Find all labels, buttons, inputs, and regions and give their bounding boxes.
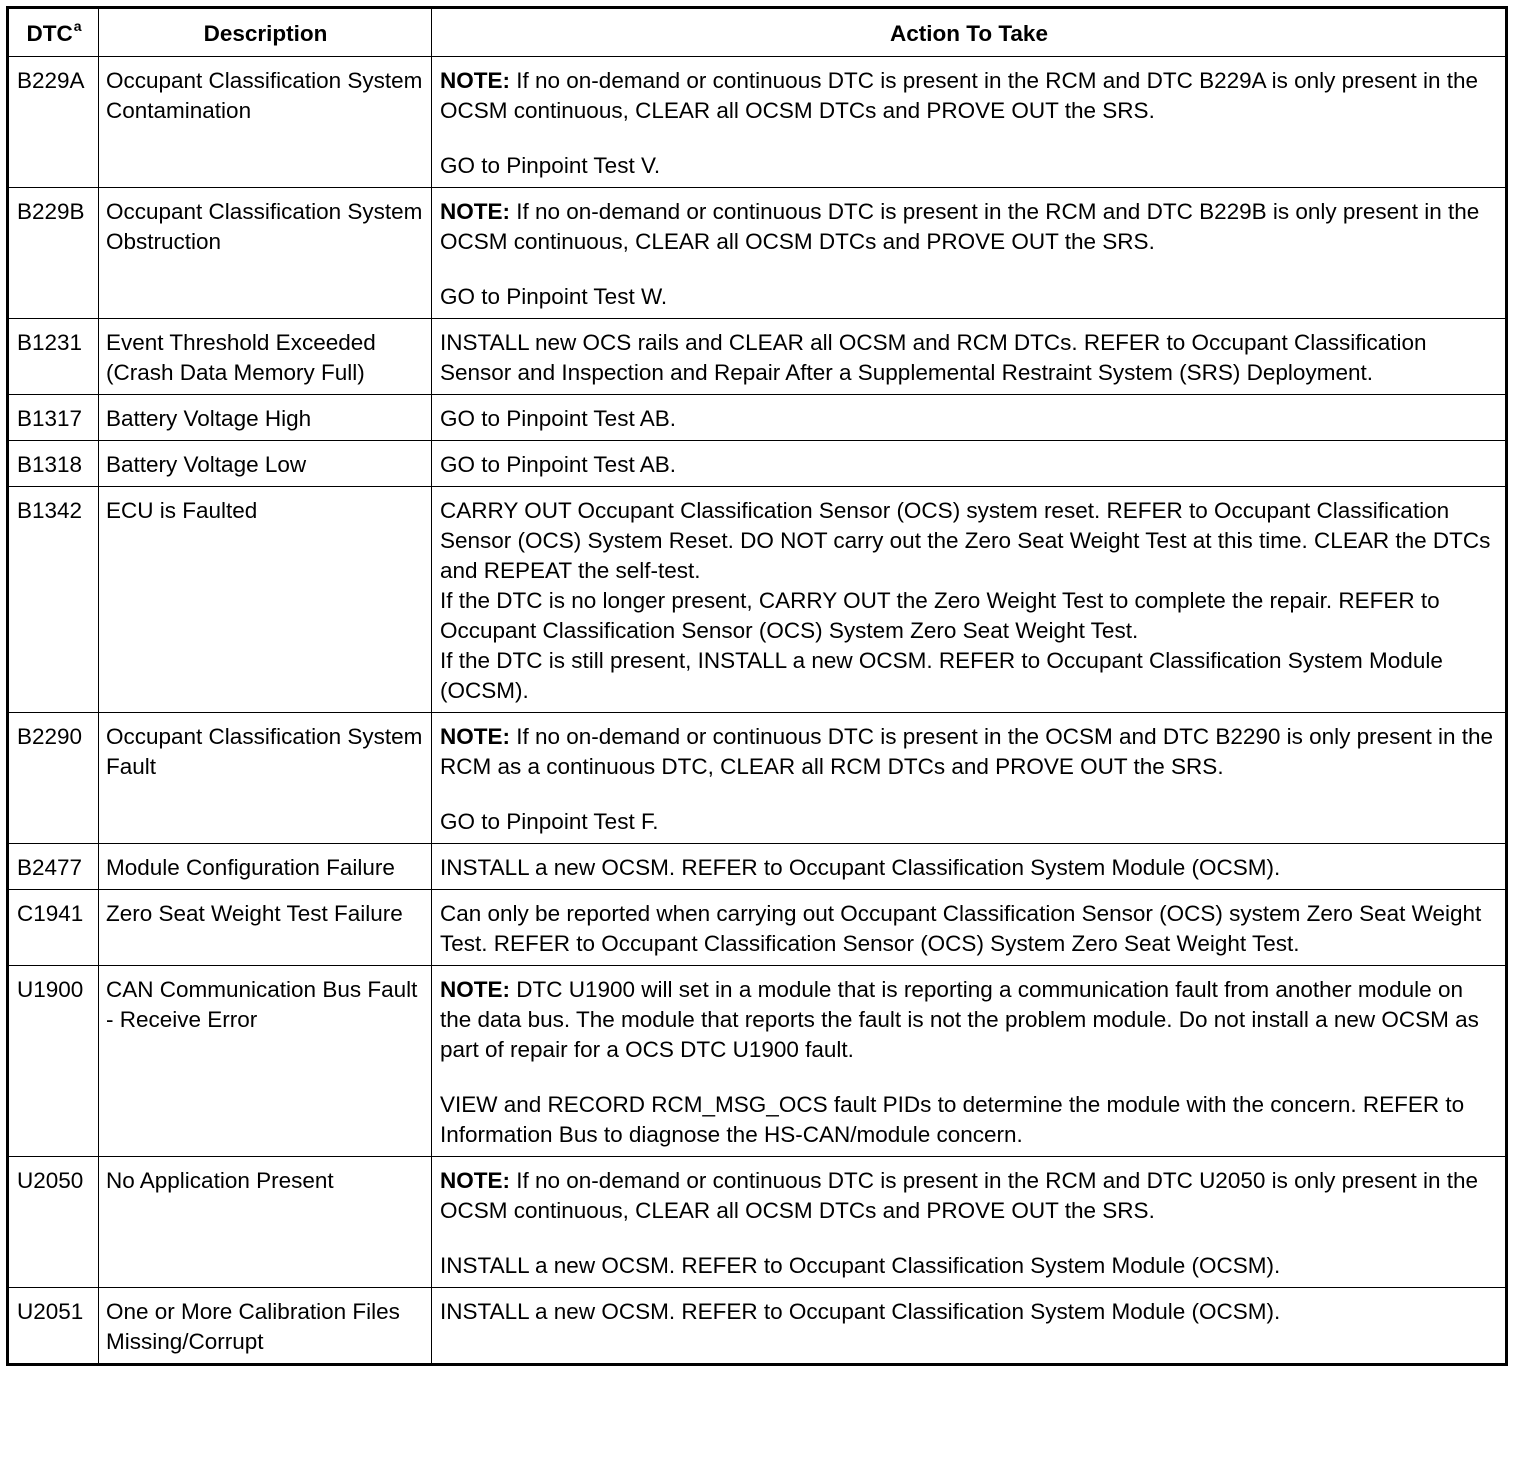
table-header bbox=[8, 8, 1507, 57]
header-dtc-footnote: a bbox=[73, 17, 82, 34]
action-to-take bbox=[432, 890, 1507, 966]
action-to-take bbox=[432, 1157, 1507, 1288]
table-body bbox=[8, 57, 1507, 1365]
action-to-take bbox=[432, 713, 1507, 844]
dtc-description: Occupant Classification System Fault bbox=[99, 713, 432, 844]
paragraph-gap bbox=[440, 257, 1497, 282]
note-body: If no on-demand or continuous DTC is present in the RCM and DTC B229A is only present in the OCSM continuous, CLEAR all OCSM DTCs and PROVE OUT the SRS. bbox=[440, 68, 1478, 123]
note-label: NOTE: bbox=[440, 1168, 510, 1193]
action-to-take bbox=[432, 319, 1507, 395]
paragraph-gap bbox=[440, 1226, 1497, 1251]
dtc-code: B1342 bbox=[8, 487, 99, 713]
action-line: GO to Pinpoint Test F. bbox=[440, 809, 659, 834]
dtc-code: B1317 bbox=[8, 395, 99, 441]
action-line: INSTALL new OCS rails and CLEAR all OCSM and RCM DTCs. REFER to Occupant Classification Sensor and Inspection and Repair After a Supplemental Restraint System (SRS) Deployment. bbox=[440, 330, 1427, 385]
note-label: NOTE: bbox=[440, 724, 510, 749]
dtc-code: B1318 bbox=[8, 441, 99, 487]
header-description: Description bbox=[99, 8, 432, 57]
dtc-description: CAN Communication Bus Fault - Receive Error bbox=[99, 966, 432, 1157]
action-line: If the DTC is no longer present, CARRY OUT the Zero Weight Test to complete the repair. REFER to Occupant Classification Sensor (OCS) System Zero Seat Weight Test. bbox=[440, 588, 1440, 643]
action-line: INSTALL a new OCSM. REFER to Occupant Classification System Module (OCSM). bbox=[440, 1253, 1281, 1278]
note-body: If no on-demand or continuous DTC is present in the OCSM and DTC B2290 is only present in the RCM as a continuous DTC, CLEAR all RCM DTCs and PROVE OUT the SRS. bbox=[440, 724, 1494, 779]
header-row bbox=[8, 8, 1507, 57]
paragraph-gap bbox=[440, 782, 1497, 807]
dtc-description: Zero Seat Weight Test Failure bbox=[99, 890, 432, 966]
action-line: Can only be reported when carrying out Occupant Classification Sensor (OCS) system Zero Seat Weight Test. REFER to Occupant Classification Sensor (OCS) System Zero Seat Weight Test. bbox=[440, 901, 1482, 956]
header-dtc bbox=[8, 8, 99, 57]
dtc-description: ECU is Faulted bbox=[99, 487, 432, 713]
dtc-code: U2050 bbox=[8, 1157, 99, 1288]
dtc-description: Module Configuration Failure bbox=[99, 844, 432, 890]
action-to-take bbox=[432, 441, 1507, 487]
note-body: If no on-demand or continuous DTC is present in the RCM and DTC U2050 is only present in the OCSM continuous, CLEAR all OCSM DTCs and PROVE OUT the SRS. bbox=[440, 1168, 1478, 1223]
dtc-description: No Application Present bbox=[99, 1157, 432, 1288]
action-to-take bbox=[432, 395, 1507, 441]
action-line: If the DTC is still present, INSTALL a new OCSM. REFER to Occupant Classification System Module (OCSM). bbox=[440, 648, 1443, 703]
dtc-description: Battery Voltage High bbox=[99, 395, 432, 441]
dtc-description: One or More Calibration Files Missing/Corrupt bbox=[99, 1288, 432, 1365]
action-line: CARRY OUT Occupant Classification Sensor (OCS) system reset. REFER to Occupant Classification Sensor (OCS) System Reset. DO NOT carry out the Zero Seat Weight Test at this time. CLEAR the DTCs and REPEAT the self-test. bbox=[440, 498, 1491, 583]
action-line: GO to Pinpoint Test AB. bbox=[440, 406, 676, 431]
dtc-code: C1941 bbox=[8, 890, 99, 966]
note-label: NOTE: bbox=[440, 977, 510, 1002]
header-dtc-label: DTC bbox=[26, 21, 73, 46]
paragraph-gap bbox=[440, 1065, 1497, 1090]
action-line: GO to Pinpoint Test V. bbox=[440, 153, 661, 178]
table-row bbox=[8, 1288, 1507, 1365]
dtc-description: Event Threshold Exceeded (Crash Data Memory Full) bbox=[99, 319, 432, 395]
table-row bbox=[8, 319, 1507, 395]
action-line: VIEW and RECORD RCM_MSG_OCS fault PIDs to determine the module with the concern. REFER to Information Bus to diagnose the HS-CAN/module concern. bbox=[440, 1092, 1465, 1147]
action-line: INSTALL a new OCSM. REFER to Occupant Classification System Module (OCSM). bbox=[440, 855, 1281, 880]
note-text bbox=[440, 66, 1497, 126]
action-line: INSTALL a new OCSM. REFER to Occupant Classification System Module (OCSM). bbox=[440, 1299, 1281, 1324]
note-text bbox=[440, 1166, 1497, 1226]
action-to-take bbox=[432, 1288, 1507, 1365]
dtc-code: B229A bbox=[8, 57, 99, 188]
action-to-take bbox=[432, 487, 1507, 713]
dtc-table bbox=[6, 6, 1508, 1366]
action-to-take bbox=[432, 966, 1507, 1157]
action-line: GO to Pinpoint Test AB. bbox=[440, 452, 676, 477]
dtc-code: U2051 bbox=[8, 1288, 99, 1365]
note-text bbox=[440, 722, 1497, 782]
note-text bbox=[440, 197, 1497, 257]
note-body: DTC U1900 will set in a module that is reporting a communication fault from another module on the data bus. The module that reports the fault is not the problem module. Do not install a new OCSM as part of repair for a OCS DTC U1900 fault. bbox=[440, 977, 1479, 1062]
table-row bbox=[8, 57, 1507, 188]
note-text bbox=[440, 975, 1497, 1065]
table-row bbox=[8, 713, 1507, 844]
dtc-code: B229B bbox=[8, 188, 99, 319]
note-label: NOTE: bbox=[440, 199, 510, 224]
dtc-code: B1231 bbox=[8, 319, 99, 395]
table-row bbox=[8, 844, 1507, 890]
dtc-code: B2290 bbox=[8, 713, 99, 844]
paragraph-gap bbox=[440, 126, 1497, 151]
action-to-take bbox=[432, 57, 1507, 188]
header-action: Action To Take bbox=[432, 8, 1507, 57]
table-row bbox=[8, 890, 1507, 966]
dtc-description: Occupant Classification System Obstruction bbox=[99, 188, 432, 319]
action-to-take bbox=[432, 188, 1507, 319]
action-to-take bbox=[432, 844, 1507, 890]
dtc-description: Battery Voltage Low bbox=[99, 441, 432, 487]
table-row bbox=[8, 1157, 1507, 1288]
action-line: GO to Pinpoint Test W. bbox=[440, 284, 668, 309]
table-row bbox=[8, 188, 1507, 319]
dtc-description: Occupant Classification System Contamination bbox=[99, 57, 432, 188]
table-row bbox=[8, 441, 1507, 487]
table-row bbox=[8, 395, 1507, 441]
note-body: If no on-demand or continuous DTC is present in the RCM and DTC B229B is only present in the OCSM continuous, CLEAR all OCSM DTCs and PROVE OUT the SRS. bbox=[440, 199, 1480, 254]
table-row bbox=[8, 966, 1507, 1157]
note-label: NOTE: bbox=[440, 68, 510, 93]
table-row bbox=[8, 487, 1507, 713]
dtc-code: B2477 bbox=[8, 844, 99, 890]
dtc-code: U1900 bbox=[8, 966, 99, 1157]
